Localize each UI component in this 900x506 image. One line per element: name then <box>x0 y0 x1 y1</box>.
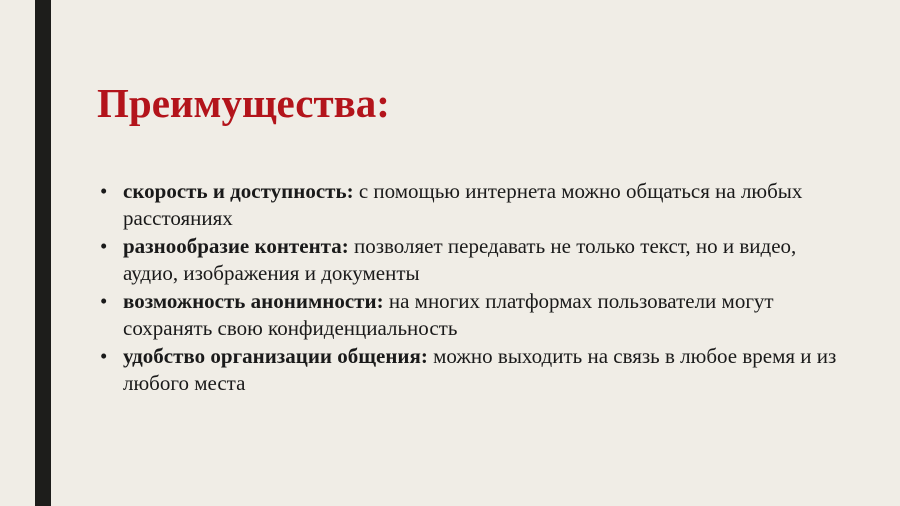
bullet-text: можно выходить на связь в любое время и из любого места <box>123 344 837 395</box>
bullet-text: позволяет передавать не только текст, но и видео, аудио, изображения и документы <box>123 234 797 285</box>
bullet-icon: • <box>100 289 108 313</box>
bullet-item-anonymity <box>98 288 838 342</box>
bullet-text: на многих платформах пользователи могут сохранять свою конфиденциальность <box>123 289 774 340</box>
bullet-item-content <box>98 233 838 287</box>
bullet-term: удобство организации общения: <box>123 344 428 368</box>
bullet-item-convenience <box>98 343 838 397</box>
bullet-icon: • <box>100 234 108 258</box>
bullet-list <box>98 178 838 398</box>
side-bar-accent <box>35 0 51 506</box>
bullet-term: разнообразие контента: <box>123 234 349 258</box>
slide-title: Преимущества: <box>97 80 390 126</box>
bullet-item-speed <box>98 178 838 232</box>
bullet-term: возможность анонимности: <box>123 289 384 313</box>
bullet-icon: • <box>100 179 108 203</box>
bullet-icon: • <box>100 344 108 368</box>
bullet-term: скорость и доступность: <box>123 179 354 203</box>
bullet-text: с помощью интернета можно общаться на любых расстояниях <box>123 179 803 230</box>
